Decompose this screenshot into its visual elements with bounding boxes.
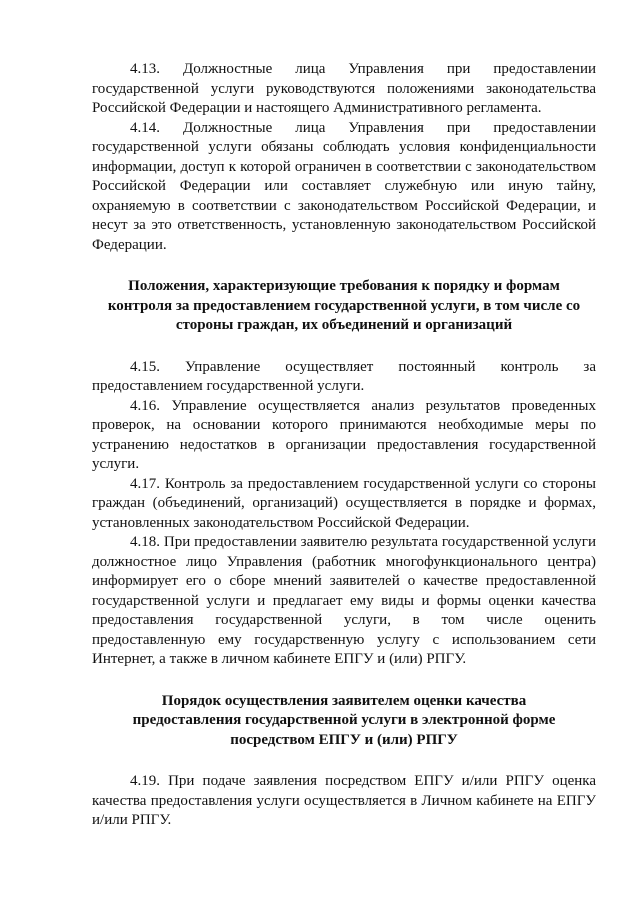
section-heading-quality-assessment: Порядок осуществления заявителем оценки качества предоставления государственной услуги в электронной форме посредством ЕПГУ и (или) РПГУ <box>132 692 556 748</box>
paragraph-4-13: 4.13. Должностные лица Управления при предоставлении государственной услуги руководствуются положениями законодательства Российской Федерации и настоящего Административного регламента. <box>92 61 596 116</box>
paragraph-4-19: 4.19. При подаче заявления посредством ЕПГУ и/или РПГУ оценка качества предоставления услуги осуществляется в Личном кабинете на ЕПГУ и/или РПГУ. <box>92 773 596 828</box>
paragraph-4-15: 4.15. Управление осуществляет постоянный контроль за предоставлением государственной услуги. <box>92 358 596 394</box>
document-page <box>92 60 596 831</box>
spacer <box>92 670 596 692</box>
paragraph-4-17: 4.17. Контроль за предоставлением государственной услуги со стороны граждан (объединений, организаций) осуществляется в порядке и формах, установленных законодательством Российской Федерации. <box>92 475 596 531</box>
paragraph-4-16: 4.16. Управление осуществляется анализ результатов проведенных проверок, на основании которого принимаются необходимые меры по устранению недостатков в организации предоставления государственной услуги. <box>92 397 596 472</box>
spacer <box>92 750 596 772</box>
paragraph-4-18: 4.18. При предоставлении заявителю результата государственной услуги должностное лицо Управления (работник многофункционального центра) информирует его о сборе мнений заявителей о качестве предоставленной государственной услуги и предлагает ему виды и формы оценки качества предоставления государственной услуги, в том числе оценить предоставленную ему государственную услугу с использованием сети Интернет, а также в личном кабинете ЕПГУ и (или) РПГУ. <box>92 534 596 667</box>
spacer <box>92 336 596 358</box>
paragraph-4-14: 4.14. Должностные лица Управления при предоставлении государственной услуги обязаны соблюдать условия конфиденциальности информации, доступ к которой ограничен в соответствии с законодательством Российской Федерации или составляет служебную или иную тайну, охраняемую в соответствии с законодательством Российской Федерации, и несут за это ответственность, установленную законодательством Российской Федерации. <box>92 119 596 253</box>
spacer <box>92 255 596 277</box>
section-heading-control: Положения, характеризующие требования к порядку и формам контроля за предоставлением государственной услуги, в том числе со стороны граждан, их объединений и организаций <box>107 278 581 333</box>
